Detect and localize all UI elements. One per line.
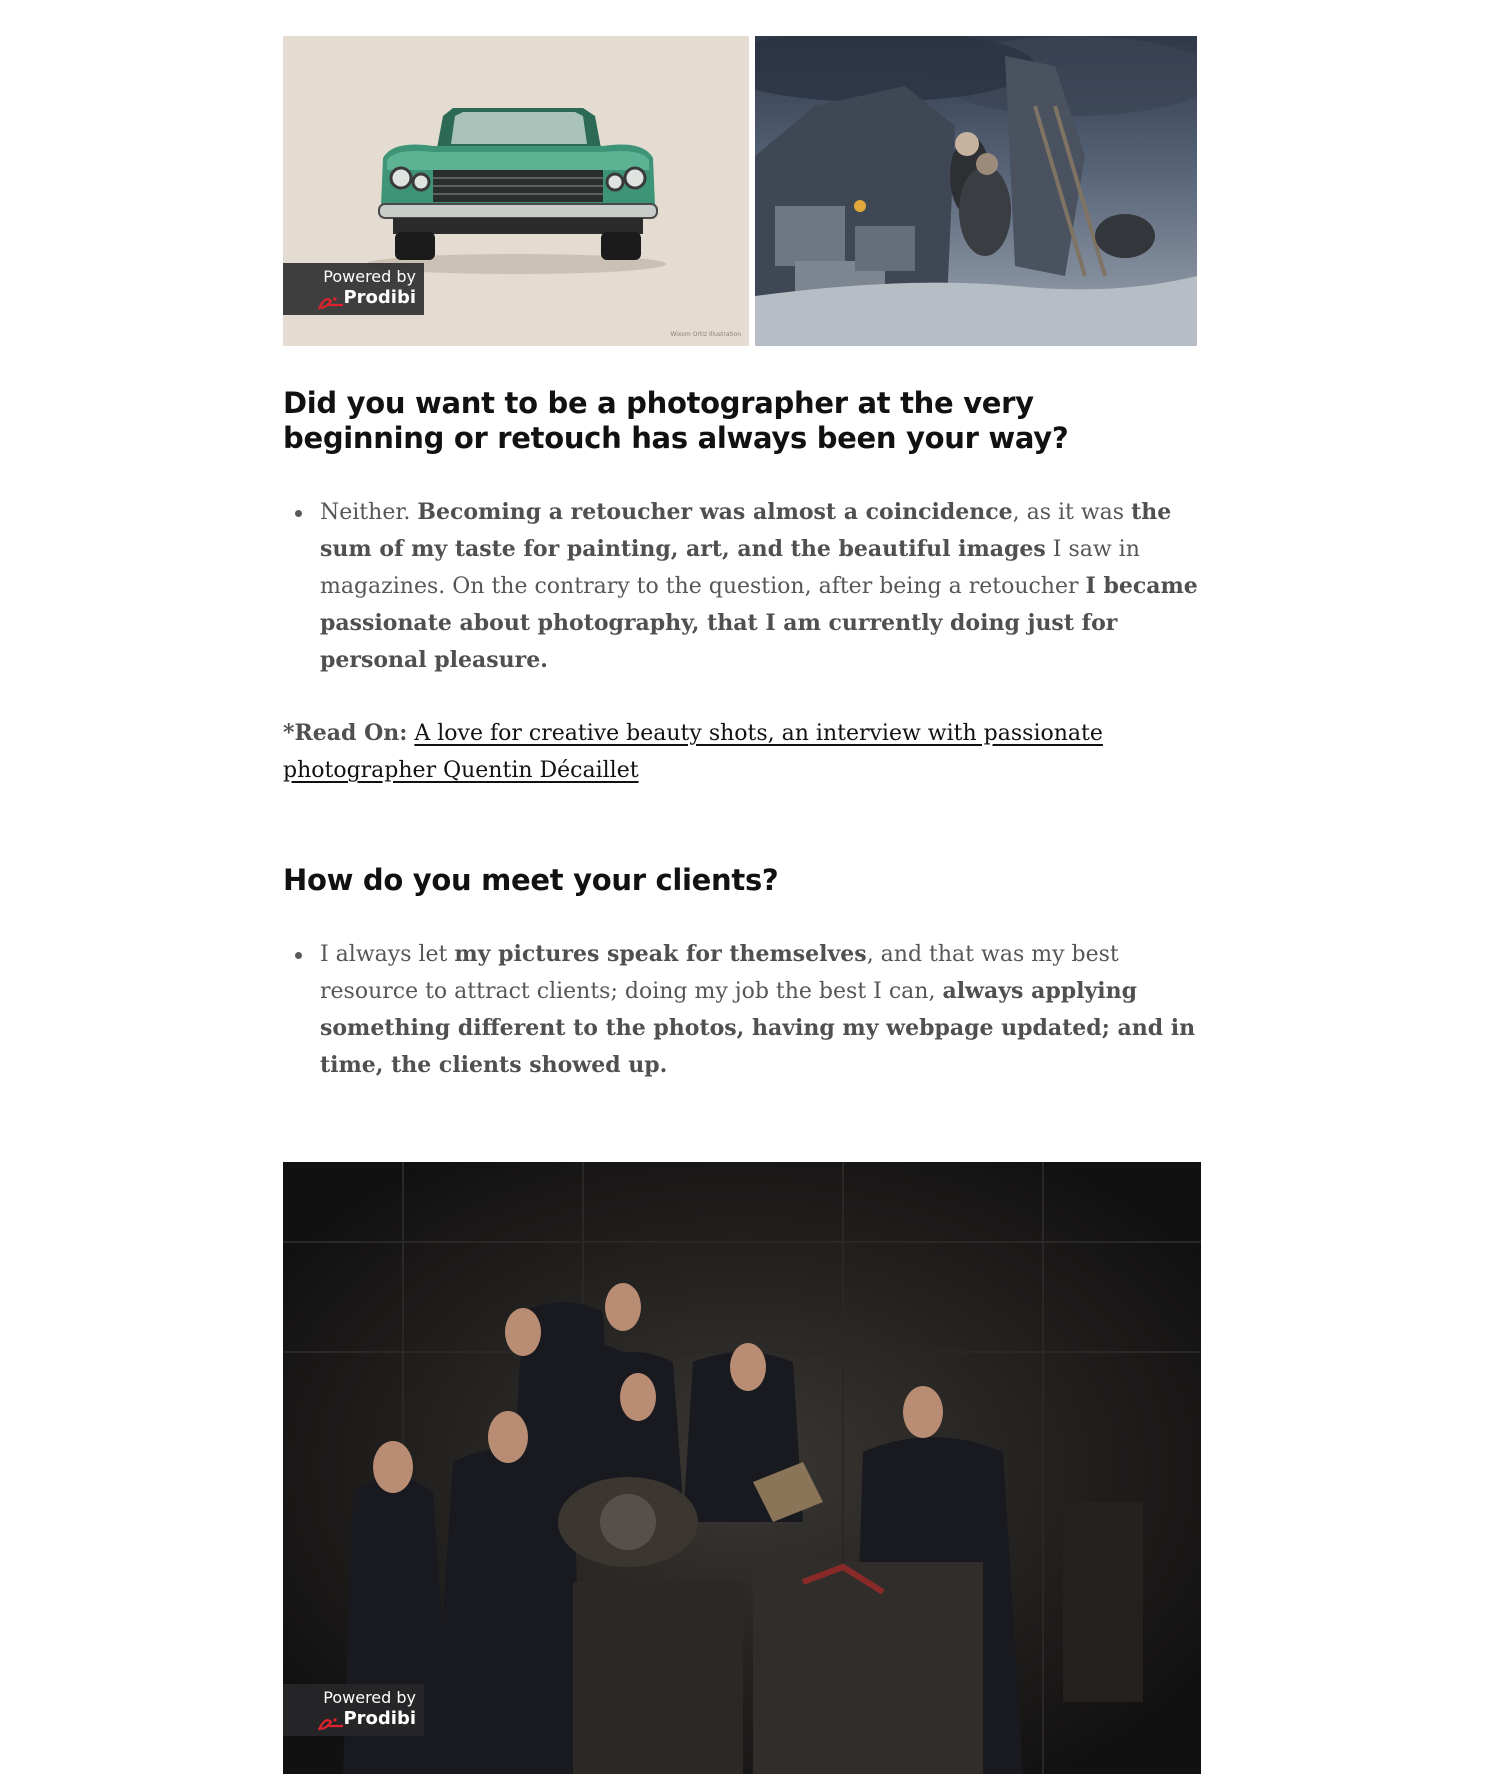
question-heading: Did you want to be a photographer at the very beginning or retouch has always been your way?: [283, 386, 1069, 455]
vintage-car-photo[interactable]: [283, 36, 749, 346]
emphasis-text: the sum of my taste for painting, art, and the beautiful images: [320, 499, 1172, 562]
read-on-link[interactable]: A love for creative beauty shots, an interview with passionate photographer Quentin Décaillet: [283, 721, 1103, 783]
body-text: I saw in magazines. On the contrary to the question, after being a retoucher: [320, 537, 1140, 599]
body-text: , and that was my best resource to attract clients; doing my job the best I can,: [320, 942, 1119, 1004]
answer-list-item: [320, 936, 1198, 1084]
body-text: I always let: [320, 942, 455, 967]
prodibi-logo-icon: [317, 293, 345, 311]
answer-list: [283, 494, 1198, 679]
mechanics-scene-illustration: [283, 1162, 1201, 1774]
prodibi-badge[interactable]: [283, 263, 424, 315]
answer-list-item: [320, 494, 1198, 679]
image-credit: Wixom Ortiz Illustration: [670, 331, 741, 338]
question-heading: How do you meet your clients?: [283, 863, 779, 897]
prodibi-brand-label: Prodibi: [343, 287, 416, 308]
article-content: [283, 36, 1198, 1774]
mechanics-group-photo[interactable]: [283, 1162, 1201, 1774]
trench-scene-illustration: [755, 36, 1197, 346]
image-gallery-row: [283, 36, 1198, 346]
trench-scene-photo[interactable]: [755, 36, 1197, 346]
emphasis-text: Becoming a retoucher was almost a coincidence: [417, 499, 1013, 525]
read-on-label: *Read On:: [283, 720, 408, 746]
answer-list: [283, 936, 1198, 1084]
emphasis-text: my pictures speak for themselves: [454, 941, 867, 967]
body-text: Neither.: [320, 500, 418, 525]
read-on-line: [283, 715, 1198, 789]
powered-by-label: Powered by: [323, 1688, 416, 1707]
prodibi-badge[interactable]: [283, 1684, 424, 1736]
emphasis-text: always applying something different to the photos, having my webpage updated; and in time, the clients showed up.: [320, 978, 1196, 1078]
body-text: , as it was: [1012, 500, 1132, 525]
prodibi-logo-icon: [317, 1714, 345, 1732]
prodibi-brand-label: Prodibi: [343, 1708, 416, 1729]
emphasis-text: I became passionate about photography, that I am currently doing just for personal pleasure.: [320, 573, 1198, 673]
powered-by-label: Powered by: [323, 267, 416, 286]
